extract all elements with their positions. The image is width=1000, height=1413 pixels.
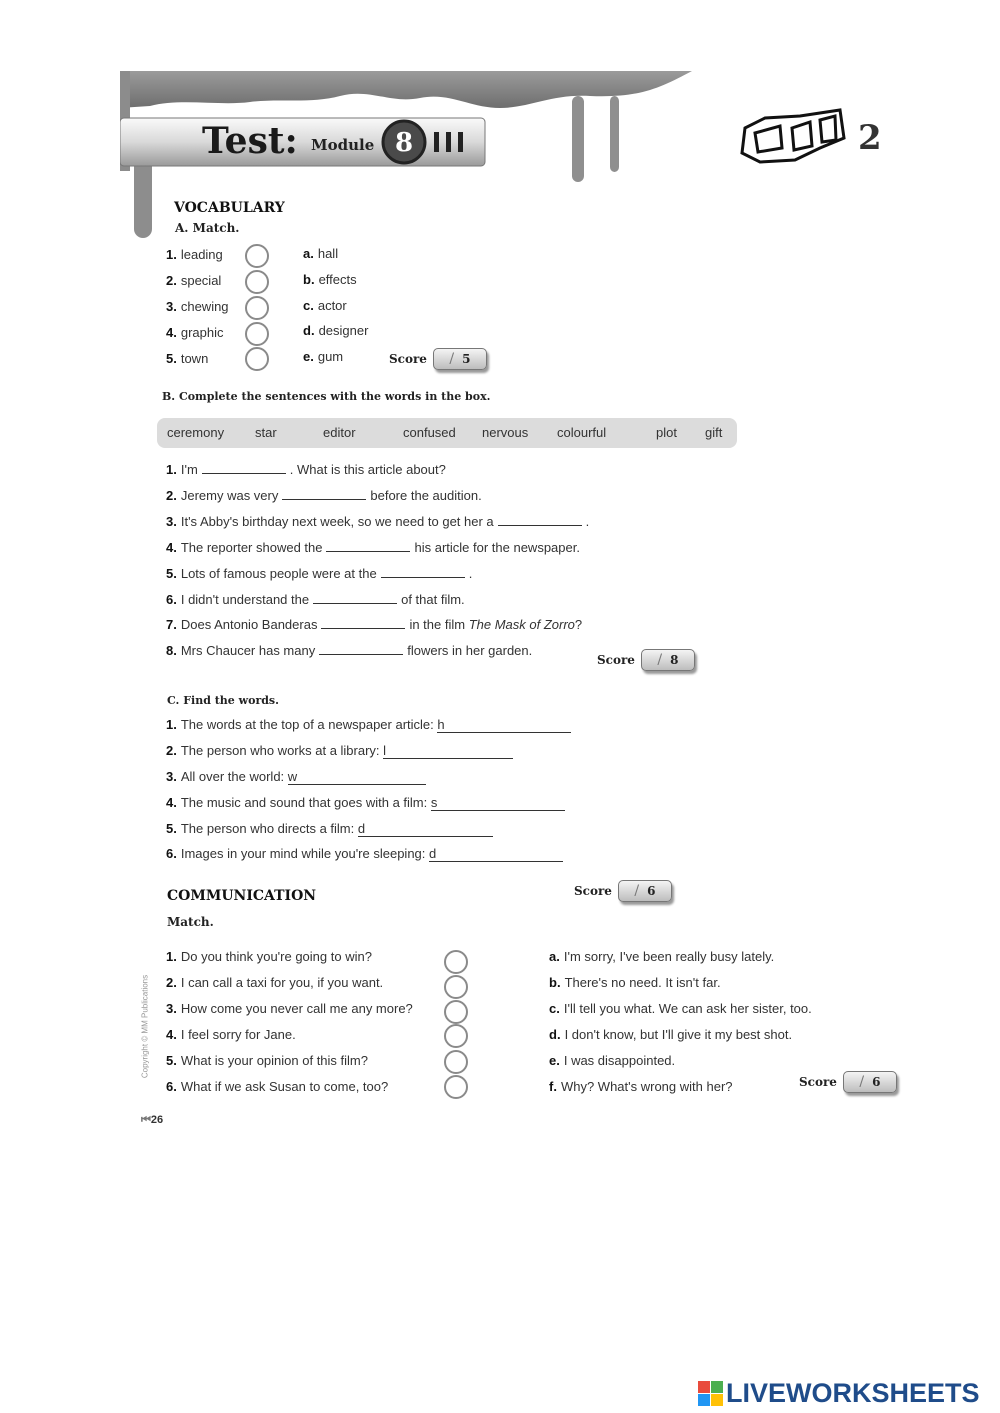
module-number: 8 [395, 128, 414, 158]
answer-circle-comm4[interactable] [444, 1024, 468, 1048]
module-label: Module [311, 136, 375, 154]
find-word-c5: 5. The person who directs a film: d [166, 821, 493, 837]
comm-right-c: c. I'll tell you what. We can ask her sister, too. [549, 1001, 812, 1016]
comm-right-e: e. I was disappointed. [549, 1053, 676, 1068]
section-c-title: C. Find the words. [167, 694, 279, 707]
match-a-right-e: e. gum [303, 349, 344, 364]
score-section-c: Score / 6 [574, 880, 672, 902]
word-box-item: ceremony [167, 425, 225, 440]
score-box-b[interactable]: / 8 [641, 649, 695, 671]
match-a-left-3: 3. chewing [166, 299, 229, 314]
find-word-c2: 2. The person who works at a library: l [166, 743, 513, 759]
sentence-b4: 4. The reporter showed the his article for the newspaper. [166, 540, 580, 555]
sentence-b5: 5. Lots of famous people were at the . [166, 566, 473, 581]
page-number: ⏮26 [141, 1114, 164, 1126]
comm-left-6: 6. What if we ask Susan to come, too? [166, 1079, 389, 1094]
comm-right-f: f. Why? What's wrong with her? [549, 1079, 733, 1094]
score-section-a: Score / 5 [389, 348, 487, 370]
back-arrow-icon: ⏮ [141, 1114, 151, 1126]
liveworksheets-logo [698, 1378, 980, 1409]
find-word-c6: 6. Images in your mind while you're sleeping: d [166, 846, 563, 862]
blank-b3[interactable] [498, 513, 582, 526]
blank-b2[interactable] [282, 487, 366, 500]
word-box-item: nervous [482, 425, 529, 440]
answer-line-c1[interactable]: h [437, 717, 571, 733]
film-title: The Mask of Zorro [468, 617, 575, 632]
match-a-left-2: 2. special [166, 273, 222, 288]
find-word-c1: 1. The words at the top of a newspaper article: h [166, 717, 571, 733]
answer-line-c3[interactable]: w [288, 769, 426, 785]
match-a-left-1: 1. leading [166, 247, 223, 262]
match-a-left-4: 4. graphic [166, 325, 224, 340]
blank-b4[interactable] [326, 539, 410, 552]
section-b-title: B. Complete the sentences with the words in the box. [162, 390, 491, 403]
copyright-text: Copyright © MM Publications [140, 974, 150, 1079]
answer-circle-comm5[interactable] [444, 1050, 468, 1074]
answer-circle-comm6[interactable] [444, 1075, 468, 1099]
test-title: Test: [202, 120, 298, 162]
liveworksheets-icon [698, 1381, 723, 1406]
answer-line-c6[interactable]: d [429, 846, 563, 862]
vocabulary-heading: VOCABULARY [174, 200, 285, 216]
word-box-item: plot [656, 425, 677, 440]
sentence-b6: 6. I didn't understand the of that film. [166, 592, 465, 607]
answer-circle-a5[interactable] [245, 347, 269, 371]
word-box [157, 418, 737, 448]
match-a-right-d: d. designer [303, 323, 369, 338]
comm-right-d: d. I don't know, but I'll give it my best shot. [549, 1027, 793, 1042]
word-box-item: gift [705, 425, 723, 440]
communication-heading: COMMUNICATION [167, 888, 317, 904]
level-badge: 2 [858, 118, 882, 158]
answer-circle-a1[interactable] [245, 244, 269, 268]
match-a-right-b: b. effects [303, 272, 357, 287]
answer-circle-comm2[interactable] [444, 975, 468, 999]
answer-line-c4[interactable]: s [431, 795, 565, 811]
score-box-communication[interactable]: / 6 [843, 1071, 897, 1093]
answer-circle-comm3[interactable] [444, 1000, 468, 1024]
blank-b8[interactable] [319, 642, 403, 655]
full-blast-logo [740, 108, 850, 166]
sentence-b3: 3. It's Abby's birthday next week, so we need to get her a . [166, 514, 590, 529]
word-box-item: star [255, 425, 277, 440]
word-box-item: editor [323, 425, 356, 440]
sentence-b1: 1. I'm . What is this article about? [166, 462, 446, 477]
sentence-b2: 2. Jeremy was very before the audition. [166, 488, 482, 503]
match-a-right-a: a. hall [303, 246, 339, 261]
match-a-left-5: 5. town [166, 351, 209, 366]
comm-left-4: 4. I feel sorry for Jane. [166, 1027, 296, 1042]
word-box-item: confused [403, 425, 456, 440]
answer-circle-a4[interactable] [245, 322, 269, 346]
answer-circle-a2[interactable] [245, 270, 269, 294]
find-word-c4: 4. The music and sound that goes with a film: s [166, 795, 565, 811]
comm-left-2: 2. I can call a taxi for you, if you want. [166, 975, 384, 990]
comm-left-5: 5. What is your opinion of this film? [166, 1053, 368, 1068]
score-box-c[interactable]: / 6 [618, 880, 672, 902]
comm-right-a: a. I'm sorry, I've been really busy lately. [549, 949, 775, 964]
word-box-item: colourful [557, 425, 607, 440]
find-word-c3: 3. All over the world: w [166, 769, 426, 785]
comm-left-1: 1. Do you think you're going to win? [166, 949, 372, 964]
answer-circle-a3[interactable] [245, 296, 269, 320]
comm-left-3: 3. How come you never call me any more? [166, 1001, 413, 1016]
blank-b7[interactable] [321, 616, 405, 629]
match-a-right-c: c. actor [303, 298, 347, 313]
communication-subtitle: Match. [167, 915, 214, 929]
comm-right-b: b. There's no need. It isn't far. [549, 975, 721, 990]
score-section-b: Score / 8 [597, 649, 695, 671]
answer-line-c2[interactable]: l [383, 743, 513, 759]
blank-b6[interactable] [313, 591, 397, 604]
score-communication: Score / 6 [799, 1071, 897, 1093]
answer-circle-comm1[interactable] [444, 950, 468, 974]
answer-line-c5[interactable]: d [358, 821, 493, 837]
sentence-b8: 8. Mrs Chaucer has many flowers in her garden. [166, 643, 533, 658]
section-a-title: A. Match. [175, 221, 240, 235]
sentence-b7: 7. Does Antonio Banderas in the film The Mask of Zorro? [166, 617, 583, 632]
blank-b5[interactable] [381, 565, 465, 578]
liveworksheets-wordmark: LIVEWORKSHEETS [726, 1378, 980, 1408]
blank-b1[interactable] [202, 461, 286, 474]
score-box-a[interactable]: / 5 [433, 348, 487, 370]
